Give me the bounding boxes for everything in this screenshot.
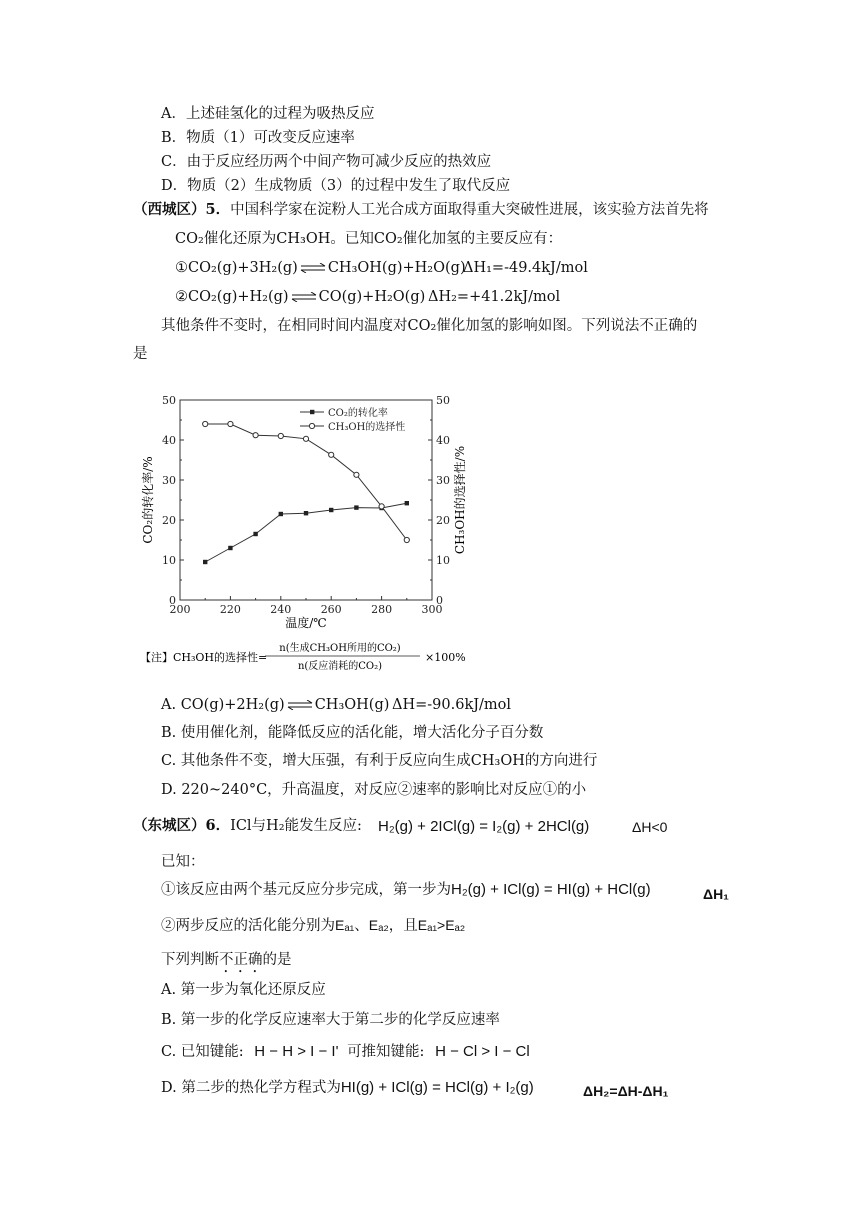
- q5-option-a-right: CH₃OH(g): [314, 697, 390, 713]
- question-6-header: （东城区）6．: [133, 817, 231, 834]
- q6-question-emphasis: 不正确: [219, 952, 263, 968]
- equilibrium-arrow-icon: [287, 700, 313, 710]
- y-right-tick-label: 10: [436, 554, 450, 567]
- reaction-2-right: CO(g)+H₂O(g): [318, 289, 426, 305]
- q5-option-c: C. 其他条件不变，增大压强，有利于反应向生成CH₃OH的方向进行: [161, 753, 598, 769]
- q6-separator: 、: [354, 918, 369, 934]
- data-point-circle: [228, 421, 233, 426]
- y-right-tick-label: 20: [436, 514, 450, 527]
- data-point-square: [329, 508, 333, 512]
- note-denominator: n(反应消耗的CO₂): [297, 661, 383, 672]
- q6-option-b: B. 第一步的化学反应速率大于第二步的化学反应速率: [161, 1012, 500, 1028]
- data-point-circle: [303, 436, 308, 441]
- reaction-1-right: CH₃OH(g)+H₂O(g): [327, 260, 466, 276]
- x-tick-label: 220: [219, 603, 241, 616]
- q6-step1-equation: H₂(g) + ICl(g) = HI(g) + HCl(g): [451, 881, 651, 898]
- q6-step2: [161, 915, 465, 936]
- q6-main-enthalpy: ΔH<0: [632, 819, 668, 835]
- y-axis-left-label: CO₂的转化率/%: [141, 456, 155, 544]
- y-right-tick-label: 0: [436, 594, 443, 607]
- q5-option-d: D. 220~240°C，升高温度，对反应②速率的影响比对反应①的小: [161, 782, 587, 798]
- prev-option-a: A．上述硅氢化的过程为吸热反应: [161, 106, 375, 122]
- x-axis-label: 温度/℃: [285, 616, 327, 630]
- question-5-intro: 中国科学家在淀粉人工光合成方面取得重大突破性进展，该实验方法首先将: [230, 202, 709, 218]
- q5-option-a-left: A. CO(g)+2H₂(g): [161, 697, 285, 713]
- question-5-header: （西城区）5．: [133, 201, 231, 218]
- data-point-circle: [203, 421, 208, 426]
- prev-option-b: B．物质（1）可改变反应速率: [161, 130, 355, 146]
- data-point-square: [279, 512, 283, 516]
- q6-option-c-mid: 可推知键能:: [347, 1044, 425, 1060]
- data-point-circle: [329, 452, 334, 457]
- y-left-tick-label: 30: [162, 474, 176, 487]
- q6-step1: [161, 880, 651, 900]
- q6-option-c-text: C. 已知键能:: [161, 1044, 244, 1060]
- q6-option-d-equation: HI(g) + ICl(g) = HCl(g) + I₂(g): [340, 1079, 534, 1096]
- data-point-circle: [278, 433, 283, 438]
- x-tick-label: 280: [371, 603, 393, 616]
- x-tick-label: 240: [270, 603, 292, 616]
- x-tick-label: 260: [320, 603, 342, 616]
- q6-question-pre: 下列判断: [161, 952, 219, 968]
- data-point-square: [203, 560, 207, 564]
- q6-option-d-text: D. 第二步的热化学方程式为: [161, 1080, 341, 1096]
- y-left-tick-label: 10: [162, 554, 176, 567]
- q6-step1-enthalpy: ΔH₁: [703, 886, 729, 902]
- data-point-circle: [379, 504, 384, 509]
- y-left-tick-label: 20: [162, 514, 176, 527]
- y-axis-right-label: CH₃OH的选择性/%: [453, 445, 467, 555]
- question-5-stem-line2: 是: [133, 346, 148, 362]
- q6-option-c: [161, 1042, 530, 1062]
- legend-marker-circle: [309, 423, 314, 428]
- reaction-2-left: ②CO₂(g)+H₂(g): [175, 289, 289, 305]
- data-series: [203, 421, 410, 564]
- legend-label: CO₂的转化率: [328, 408, 388, 419]
- temperature-effect-chart: [130, 385, 480, 685]
- q6-option-c-eq2: H − Cl > I − Cl: [435, 1043, 530, 1060]
- prev-option-d: D．物质（2）生成物质（3）的过程中发生了取代反应: [161, 178, 511, 194]
- q6-option-d-enthalpy: ΔH₂=ΔH-ΔH₁: [583, 1083, 669, 1099]
- q6-step2-text: ②两步反应的活化能分别为: [161, 918, 335, 934]
- question-5-stem: 其他条件不变时，在相同时间内温度对CO₂催化加氢的影响如图。下列说法不正确的: [161, 318, 698, 334]
- data-point-square: [354, 505, 358, 509]
- q6-ea1: Eₐ₁: [335, 917, 355, 933]
- legend-marker-square: [310, 410, 314, 414]
- x-tick-label: 200: [169, 603, 191, 616]
- y-left-tick-label: 0: [169, 594, 176, 607]
- y-right-tick-label: 50: [436, 394, 450, 407]
- prev-option-c: C．由于反应经历两个中间产物可减少反应的热效应: [161, 154, 492, 170]
- reaction-2-enthalpy: ΔH₂=+41.2kJ/mol: [428, 289, 561, 305]
- q6-step1-text: ①该反应由两个基元反应分步完成，第一步为: [161, 882, 451, 898]
- q5-option-a-enthalpy: ΔH=-90.6kJ/mol: [392, 697, 512, 713]
- chart-legend: [300, 406, 405, 433]
- note-suffix: ×100%: [425, 651, 466, 664]
- q6-question: [161, 950, 292, 976]
- data-point-square: [228, 546, 232, 550]
- x-tick-label: 300: [421, 603, 443, 616]
- question-5: [133, 200, 709, 220]
- data-point-square: [253, 532, 257, 536]
- question-5-intro-line2: CO₂催化还原为CH₃OH。已知CO₂催化加氢的主要反应有：: [175, 231, 563, 247]
- reaction-1: [175, 258, 466, 278]
- data-point-square: [304, 511, 308, 515]
- q6-and: ，且: [388, 918, 418, 934]
- q6-question-post: 的是: [262, 952, 292, 968]
- q5-option-a: [161, 695, 389, 715]
- data-point-square: [405, 501, 409, 505]
- data-point-circle: [253, 433, 258, 438]
- q6-known: 已知：: [161, 854, 205, 870]
- q5-option-b: B. 使用催化剂，能降低反应的活化能，增大活化分子百分数: [161, 725, 544, 741]
- q6-option-a: A. 第一步为氧化还原反应: [161, 982, 326, 998]
- reaction-1-enthalpy: ΔH₁=-49.4kJ/mol: [463, 260, 588, 276]
- q6-main-equation: H₂(g) + 2ICl(g) = I₂(g) + 2HCl(g): [378, 818, 590, 835]
- y-right-tick-label: 30: [436, 474, 450, 487]
- data-point-circle: [354, 472, 359, 477]
- reaction-1-left: ①CO₂(g)+3H₂(g): [175, 260, 298, 276]
- reaction-2: [175, 287, 425, 307]
- note-numerator: n(生成CH₃OH所用的CO₂): [279, 643, 401, 654]
- q6-ea2: Eₐ₂: [368, 917, 389, 933]
- y-right-tick-label: 40: [436, 434, 450, 447]
- question-6: [133, 816, 362, 836]
- equilibrium-arrow-icon: [291, 292, 317, 302]
- equilibrium-arrow-icon: [300, 263, 326, 273]
- q6-ea-relation: Eₐ₁>Eₐ₂: [417, 917, 466, 933]
- y-left-tick-label: 50: [162, 394, 176, 407]
- data-point-circle: [404, 537, 409, 542]
- note-prefix: 【注】CH₃OH的选择性=: [140, 651, 268, 664]
- legend-label: CH₃OH的选择性: [328, 422, 406, 433]
- question-6-intro: ICl与H₂能发生反应:: [230, 818, 362, 834]
- q6-option-d: [161, 1078, 534, 1098]
- y-left-tick-label: 40: [162, 434, 176, 447]
- selectivity-note: [140, 641, 466, 672]
- q6-option-c-eq1: H − H > I − I': [254, 1043, 339, 1060]
